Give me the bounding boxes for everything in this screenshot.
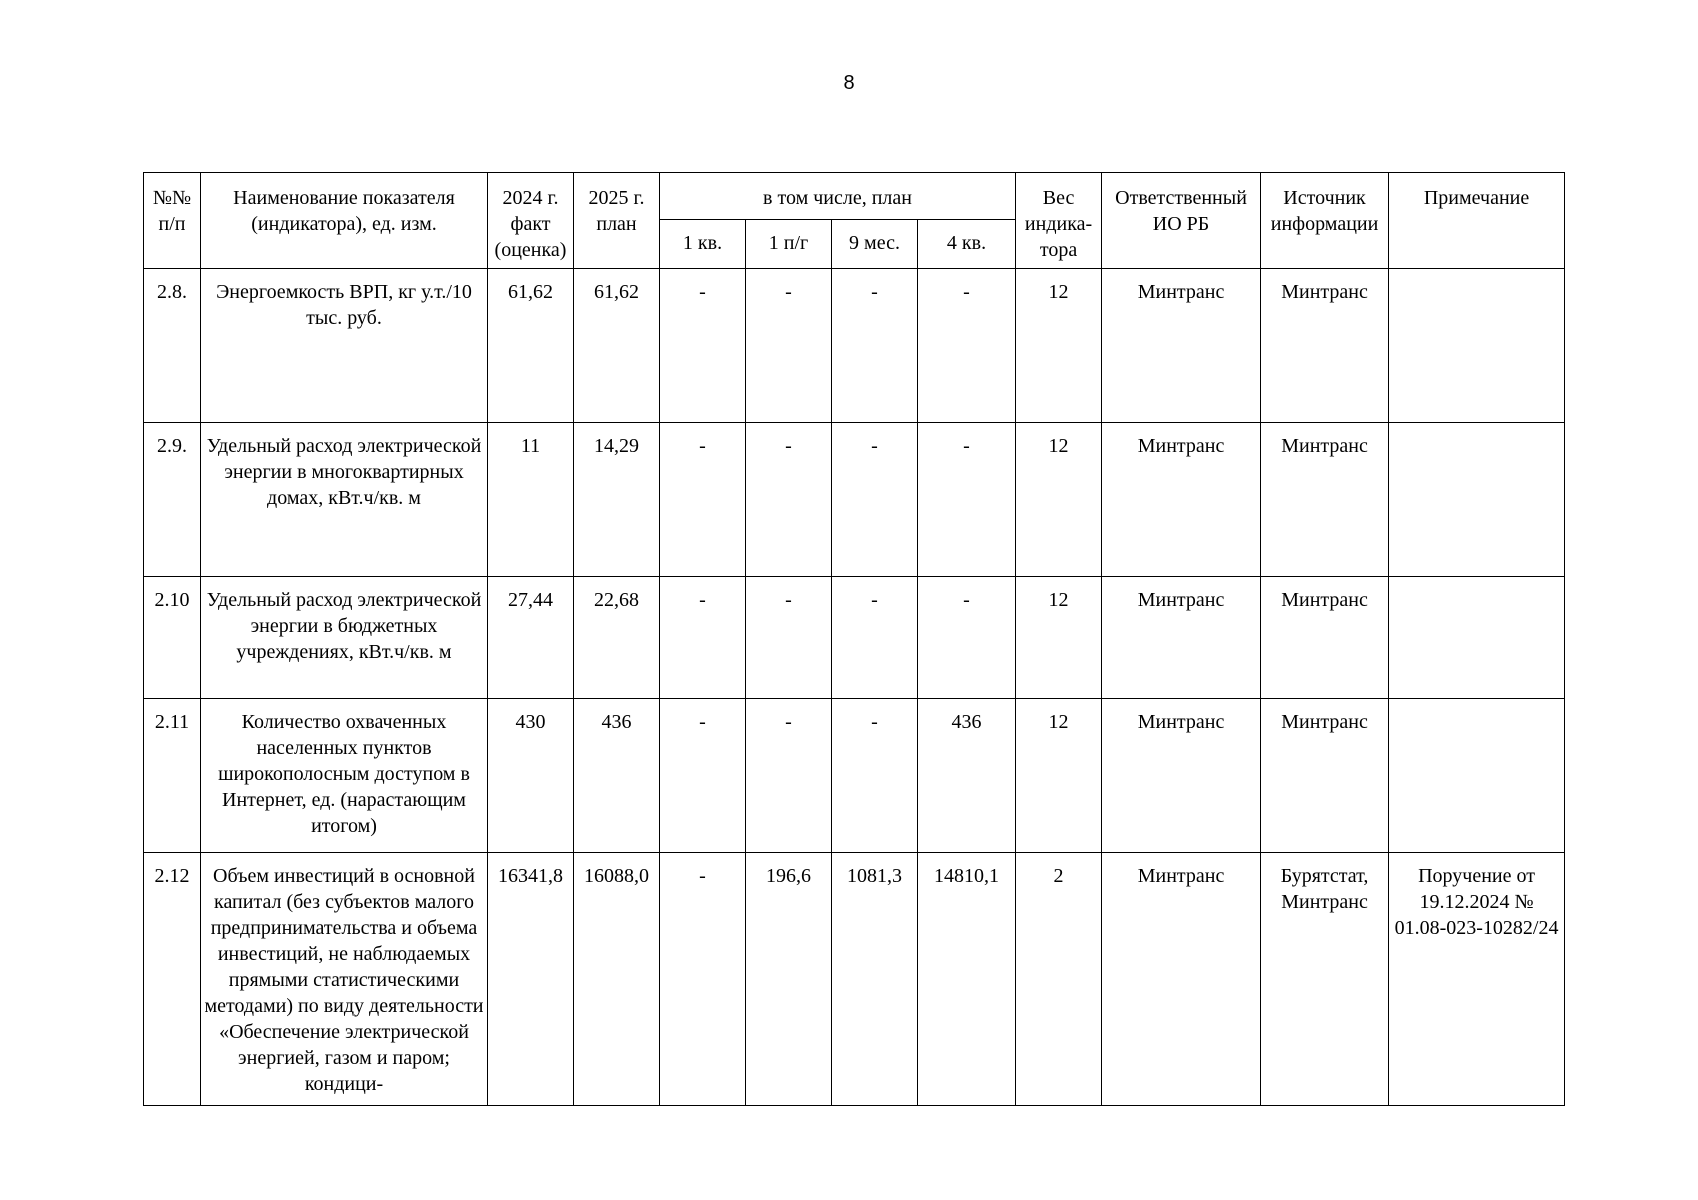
cell-name: Энергоемкость ВРП, кг у.т./10 тыс. руб. xyxy=(201,269,488,423)
header-note: Примечание xyxy=(1389,173,1565,269)
cell-num: 2.11 xyxy=(144,699,201,853)
header-incl-plan: в том числе, план xyxy=(660,173,1016,220)
cell-9m: 1081,3 xyxy=(832,853,918,1106)
cell-responsible: Минтранс xyxy=(1102,269,1261,423)
header-q1: 1 кв. xyxy=(660,220,746,269)
cell-source: Минтранс xyxy=(1261,577,1389,699)
cell-weight: 12 xyxy=(1016,699,1102,853)
header-9m: 9 мес. xyxy=(832,220,918,269)
cell-num: 2.9. xyxy=(144,423,201,577)
cell-q1: - xyxy=(660,423,746,577)
header-weight: Вес индика-тора xyxy=(1016,173,1102,269)
header-source: Источник информации xyxy=(1261,173,1389,269)
cell-fact-2024: 61,62 xyxy=(488,269,574,423)
cell-fact-2024: 16341,8 xyxy=(488,853,574,1106)
cell-note xyxy=(1389,269,1565,423)
cell-q1: - xyxy=(660,269,746,423)
cell-fact-2024: 27,44 xyxy=(488,577,574,699)
table-row xyxy=(144,853,1565,1106)
cell-fact-2024: 11 xyxy=(488,423,574,577)
cell-num: 2.8. xyxy=(144,269,201,423)
cell-name: Удельный расход электрической энергии в многоквартирных домах, кВт.ч/кв. м xyxy=(201,423,488,577)
cell-h1: - xyxy=(746,269,832,423)
table-row xyxy=(144,699,1565,853)
cell-weight: 12 xyxy=(1016,577,1102,699)
cell-q4: - xyxy=(918,269,1016,423)
cell-q4: 436 xyxy=(918,699,1016,853)
cell-plan-2025: 16088,0 xyxy=(574,853,660,1106)
cell-plan-2025: 436 xyxy=(574,699,660,853)
cell-note: Поручение от 19.12.2024 № 01.08-023-10282/24 xyxy=(1389,853,1565,1106)
cell-q4: - xyxy=(918,423,1016,577)
cell-responsible: Минтранс xyxy=(1102,853,1261,1106)
cell-fact-2024: 430 xyxy=(488,699,574,853)
cell-name: Объем инвестиций в основной капитал (без субъектов малого предпринимательства и объема инвестиций, не наблюдаемых прямыми статистическими методами) по виду деятельности «Обеспечение электрической энергией, газом и паром; кондици- xyxy=(201,853,488,1106)
header-plan-2025: 2025 г. план xyxy=(574,173,660,269)
cell-responsible: Минтранс xyxy=(1102,423,1261,577)
header-responsible: Ответственный ИО РБ xyxy=(1102,173,1261,269)
cell-9m: - xyxy=(832,269,918,423)
cell-q1: - xyxy=(660,853,746,1106)
header-num: №№ п/п xyxy=(144,173,201,269)
cell-9m: - xyxy=(832,577,918,699)
cell-note xyxy=(1389,577,1565,699)
cell-q1: - xyxy=(660,577,746,699)
cell-name: Удельный расход электрической энергии в бюджетных учреждениях, кВт.ч/кв. м xyxy=(201,577,488,699)
cell-source: Минтранс xyxy=(1261,423,1389,577)
cell-9m: - xyxy=(832,699,918,853)
table-row xyxy=(144,269,1565,423)
cell-weight: 2 xyxy=(1016,853,1102,1106)
cell-responsible: Минтранс xyxy=(1102,577,1261,699)
header-name: Наименование показателя (индикатора), ед. изм. xyxy=(201,173,488,269)
cell-q1: - xyxy=(660,699,746,853)
cell-9m: - xyxy=(832,423,918,577)
indicators-table xyxy=(143,172,1565,1106)
cell-source: Бурятстат, Минтранс xyxy=(1261,853,1389,1106)
cell-q4: - xyxy=(918,577,1016,699)
header-q4: 4 кв. xyxy=(918,220,1016,269)
header-h1: 1 п/г xyxy=(746,220,832,269)
cell-h1: - xyxy=(746,577,832,699)
cell-responsible: Минтранс xyxy=(1102,699,1261,853)
cell-h1: - xyxy=(746,699,832,853)
cell-num: 2.10 xyxy=(144,577,201,699)
cell-plan-2025: 61,62 xyxy=(574,269,660,423)
cell-h1: - xyxy=(746,423,832,577)
cell-note xyxy=(1389,699,1565,853)
header-fact-2024: 2024 г. факт (оценка) xyxy=(488,173,574,269)
cell-num: 2.12 xyxy=(144,853,201,1106)
cell-source: Минтранс xyxy=(1261,699,1389,853)
page-number: 8 xyxy=(843,72,855,94)
cell-weight: 12 xyxy=(1016,423,1102,577)
cell-plan-2025: 14,29 xyxy=(574,423,660,577)
cell-name: Количество охваченных населенных пунктов широкополосным доступом в Интернет, ед. (нарастающим итогом) xyxy=(201,699,488,853)
cell-h1: 196,6 xyxy=(746,853,832,1106)
cell-q4: 14810,1 xyxy=(918,853,1016,1106)
cell-note xyxy=(1389,423,1565,577)
cell-plan-2025: 22,68 xyxy=(574,577,660,699)
table-row xyxy=(144,577,1565,699)
cell-weight: 12 xyxy=(1016,269,1102,423)
cell-source: Минтранс xyxy=(1261,269,1389,423)
table-row xyxy=(144,423,1565,577)
